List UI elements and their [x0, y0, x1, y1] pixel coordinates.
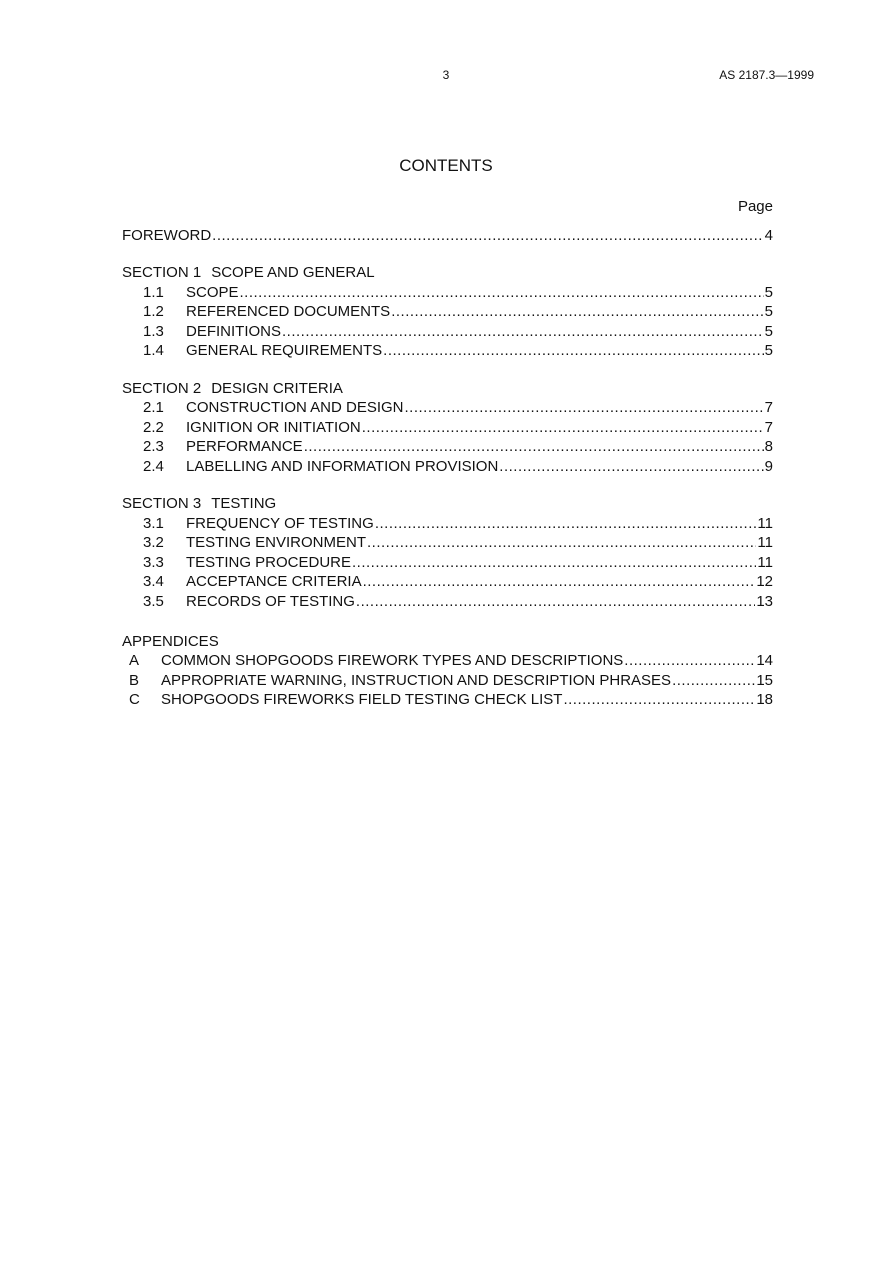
- section-heading[interactable]: [122, 494, 773, 514]
- toc-entry-number: 3.1: [143, 514, 164, 532]
- toc-entry[interactable]: [122, 398, 773, 418]
- toc-entry[interactable]: [122, 437, 773, 457]
- section-title: TESTING: [211, 495, 277, 513]
- toc-entry-page: 7: [764, 418, 773, 436]
- section-heading[interactable]: [122, 379, 773, 399]
- toc-entry[interactable]: [122, 283, 773, 303]
- dot-leader: [499, 457, 763, 477]
- toc-entry[interactable]: [122, 341, 773, 361]
- toc-entry-page: 11: [757, 514, 773, 532]
- toc-entry-title: COMMON SHOPGOODS FIREWORK TYPES AND DESCRIPTIONS: [161, 652, 624, 670]
- toc-entry[interactable]: [122, 553, 773, 573]
- toc-entry-number: 2.4: [143, 457, 164, 475]
- section-label: SECTION 3: [122, 495, 202, 513]
- toc-entry-title: SCOPE: [186, 283, 239, 301]
- table-of-contents: [122, 226, 773, 710]
- toc-entry-page: 9: [764, 457, 773, 475]
- toc-entry-appendix[interactable]: [122, 651, 773, 671]
- toc-entry-number: 1.1: [143, 283, 164, 301]
- section-label: SECTION 2: [122, 379, 202, 397]
- section-title: DESIGN CRITERIA: [211, 379, 343, 397]
- toc-entry-page: 12: [756, 573, 773, 591]
- dot-leader: [405, 398, 764, 418]
- toc-entry-page: 5: [764, 342, 773, 360]
- appendix-letter: C: [129, 691, 140, 709]
- dot-leader: [367, 533, 756, 553]
- toc-entry[interactable]: [122, 322, 773, 342]
- dot-leader: [304, 437, 764, 457]
- section-title: SCOPE AND GENERAL: [211, 264, 375, 282]
- appendix-letter: A: [129, 652, 140, 670]
- dot-leader: [624, 651, 755, 671]
- contents-title: CONTENTS: [399, 156, 493, 175]
- toc-entry-page: 11: [757, 553, 773, 571]
- toc-entry-number: 1.4: [143, 342, 164, 360]
- toc-entry-number: 2.3: [143, 438, 164, 456]
- toc-entry[interactable]: [122, 418, 773, 438]
- dot-leader: [240, 283, 764, 303]
- toc-entry-page: 15: [756, 671, 773, 689]
- toc-entry-number: 2.2: [143, 418, 164, 436]
- toc-entry-page: 5: [764, 322, 773, 340]
- toc-entry-number: 3.4: [143, 573, 164, 591]
- toc-entry-title: CONSTRUCTION AND DESIGN: [186, 399, 404, 417]
- dot-leader: [672, 671, 755, 691]
- toc-entry[interactable]: [122, 514, 773, 534]
- toc-entry-title: IGNITION OR INITIATION: [186, 418, 361, 436]
- toc-entry-title: FREQUENCY OF TESTING: [186, 514, 374, 532]
- section-label: SECTION 1: [122, 264, 202, 282]
- toc-entry-title: SHOPGOODS FIREWORKS FIELD TESTING CHECK LIST: [161, 691, 563, 709]
- toc-entry-page: 7: [764, 399, 773, 417]
- dot-leader: [363, 572, 756, 592]
- toc-entry-page: 14: [756, 652, 773, 670]
- toc-entry[interactable]: [122, 572, 773, 592]
- toc-entry-title: TESTING PROCEDURE: [186, 553, 352, 571]
- dot-leader: [362, 418, 764, 438]
- dot-leader: [352, 553, 756, 573]
- appendices-heading[interactable]: APPENDICES: [122, 632, 219, 650]
- toc-entry-foreword[interactable]: [122, 226, 773, 246]
- toc-entry-title: PERFORMANCE: [186, 438, 303, 456]
- toc-entry-title: APPROPRIATE WARNING, INSTRUCTION AND DESCRIPTION PHRASES: [161, 671, 672, 689]
- page-number: 3: [442, 68, 450, 82]
- toc-entry-page: 18: [756, 691, 773, 709]
- page-column-label: Page: [737, 198, 773, 215]
- toc-entry[interactable]: [122, 592, 773, 612]
- toc-entry[interactable]: [122, 302, 773, 322]
- toc-entry-page: 5: [764, 303, 773, 321]
- toc-entry-title: ACCEPTANCE CRITERIA: [186, 573, 362, 591]
- dot-leader: [375, 514, 757, 534]
- toc-entry-title: GENERAL REQUIREMENTS: [186, 342, 383, 360]
- toc-entry-appendix[interactable]: [122, 690, 773, 710]
- toc-entry-title: RECORDS OF TESTING: [186, 593, 355, 610]
- dot-leader: [563, 690, 755, 710]
- dot-leader: [391, 302, 763, 322]
- toc-entry-number: 3.5: [143, 593, 164, 610]
- appendix-letter: B: [129, 671, 140, 689]
- dot-leader: [212, 226, 763, 246]
- toc-entry-title: REFERENCED DOCUMENTS: [186, 303, 391, 321]
- toc-entry[interactable]: [122, 533, 773, 553]
- toc-entry[interactable]: [122, 457, 773, 477]
- toc-entry-number: 3.3: [143, 553, 164, 571]
- toc-entry-page: 8: [764, 438, 773, 456]
- dot-leader: [383, 341, 764, 361]
- toc-entry-appendix[interactable]: [122, 671, 773, 691]
- toc-entry-page: 5: [764, 283, 773, 301]
- section-heading[interactable]: [122, 263, 773, 283]
- toc-entry-number: 1.3: [143, 322, 164, 340]
- toc-entry-number: 2.1: [143, 399, 164, 417]
- toc-entry-page: 13: [756, 593, 773, 610]
- toc-entry-title: DEFINITIONS: [186, 322, 282, 340]
- toc-entry-number: 3.2: [143, 534, 164, 552]
- toc-entry-title: TESTING ENVIRONMENT: [186, 534, 367, 552]
- dot-leader: [282, 322, 764, 342]
- toc-entry-number: 1.2: [143, 303, 164, 321]
- dot-leader: [356, 592, 755, 612]
- toc-entry-title: LABELLING AND INFORMATION PROVISION: [186, 457, 499, 475]
- document-id: AS 2187.3—1999: [719, 68, 814, 82]
- toc-entry-page: 11: [757, 534, 773, 552]
- toc-entry-page: 4: [764, 227, 773, 244]
- toc-entry-title: FOREWORD: [122, 227, 212, 244]
